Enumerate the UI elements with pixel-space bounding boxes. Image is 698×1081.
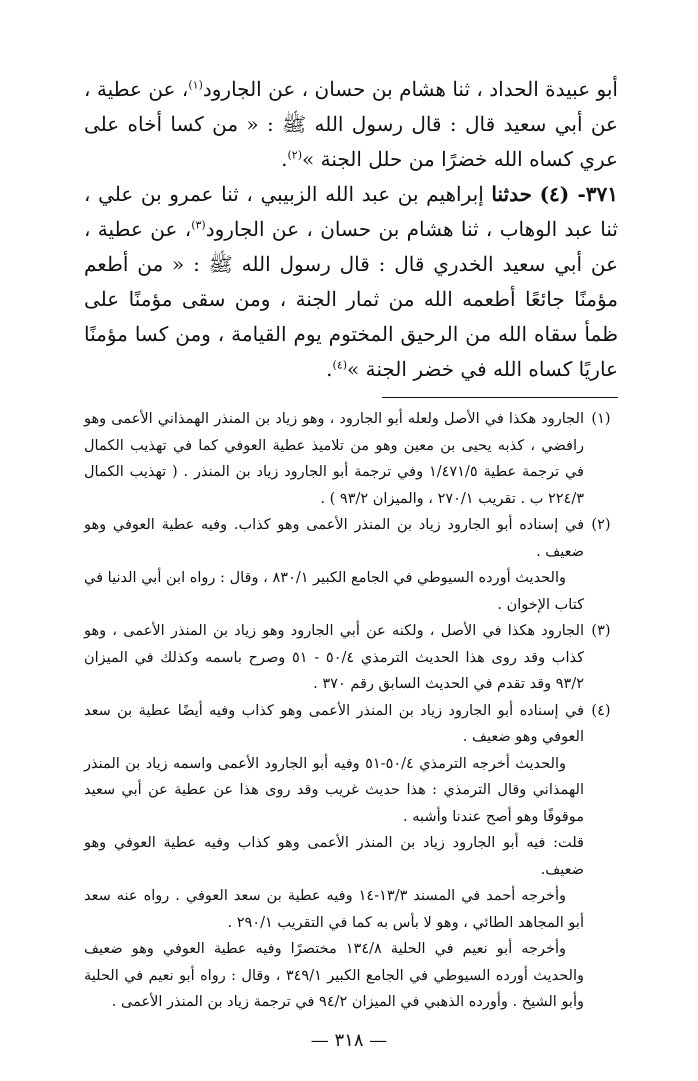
- footnote-text: وأخرجه أحمد في المسند ١٣/٣-١٤ وفيه عطية بن سعد العوفي . رواه عنه سعد أبو المجاهد الطائي ، وهو لا بأس به كما في التقريب ٢٩٠/١ .: [84, 888, 584, 931]
- hadith-number: ٣٧١- (٤): [539, 182, 619, 206]
- page-number: — ٣١٨ —: [310, 1030, 388, 1051]
- paragraph-hadith-370-end: [84, 72, 618, 177]
- footnote-ref-4[interactable]: (٤): [332, 358, 348, 372]
- text-run: .: [281, 147, 288, 171]
- footnote-separator: [382, 397, 618, 398]
- footnote-number: (٢): [591, 517, 611, 533]
- text-run: ، عن عطية ، عن أبي سعيد الخدري قال : قال رسول الله ﷺ : « من أطعم مؤمنًا جائعًا أطعمه الله من ثمار الجنة ، ومن سقى مؤمنًا على ظمأ سقاه الله من الرحيق المختوم يوم القيامة ، ومن كسا مؤمنًا عاريًا كساه الله في خضر الجنة »: [84, 217, 618, 381]
- footnote-ref-2[interactable]: (٢): [287, 148, 303, 162]
- footnote-number: (١): [591, 411, 611, 427]
- footnote-text: والحديث أورده السيوطي في الجامع الكبير ٨٣٠/١ ، وقال : رواه ابن أبي الدنيا في كتاب الإخوان .: [84, 570, 584, 613]
- text-run: ، عن عطية ، عن أبي سعيد قال : قال رسول الله ﷺ : « من كسا أخاه على عري كساه الله خضرًا من حلل الجنة »: [84, 77, 618, 171]
- footnote-3: [84, 618, 618, 698]
- hadith-lead-word: حدثنا: [491, 182, 532, 206]
- footnote-text: قلت: فيه أبو الجارود زياد بن المنذر الأعمى وهو كذاب وفيه عطية العوفي وهو ضعيف.: [84, 835, 584, 878]
- footnote-2: [84, 512, 618, 618]
- main-text: [84, 72, 618, 387]
- paragraph-hadith-371: [84, 177, 618, 387]
- footnote-text: والحديث أخرجه الترمذي ٥٠/٤-٥١ وفيه أبو الجارود الأعمى واسمه زياد بن المنذر الهمذاني وقال الترمذي : هذا حديث غريب وقد روى هذا عن عطية عن أبي سعيد موقوفًا وهو أصح عندنا وأشبه .: [84, 755, 584, 825]
- text-run: إبراهيم بن عبد الله الزبيبي ، ثنا عمرو بن علي ، ثنا عبد الوهاب ، ثنا هشام بن حسان ، عن الجارود: [84, 182, 618, 241]
- footnote-4: [84, 698, 618, 1016]
- text-run: .: [326, 357, 333, 381]
- footnote-ref-1[interactable]: (١): [188, 78, 203, 92]
- footnote-text: الجارود هكذا في الأصل ، ولكنه عن أبي الجارود وهو زياد بن المنذر الأعمى ، وهو كذاب وقد روى هذا الحديث الترمذي ٥٠/٤ - ٥١ وصرح باسمه وكذلك في الميزان ٩٣/٢ وقد تقدم في الحديث السابق رقم ٣٧٠ .: [84, 623, 584, 692]
- footnote-text: وأخرجه أبو نعيم في الحلية ١٣٤/٨ مختصرًا وفيه عطية العوفي وهو ضعيف والحديث أورده السيوطي في الجامع الكبير ٣٤٩/١ ، وقال : رواه أبو نعيم في الحلية وأبو الشيخ . وأورده الذهبي في الميزان ٩٤/٢ في ترجمة زياد بن المنذر الأعمى .: [84, 941, 584, 1010]
- footnotes: [84, 406, 618, 1016]
- footnote-text: في إسناده أبو الجارود زياد بن المنذر الأعمى وهو كذاب وفيه أيضًا عطية بن سعد العوفي وهو ضعيف .: [84, 702, 584, 745]
- footnote-text: الجارود هكذا في الأصل ولعله أبو الجارود ، وهو زياد بن المنذر الهمذاني الأعمى وهو رافضي ، كذبه يحيى بن معين وهو من تلاميذ عطية العوفي كما في تهذيب الكمال في ترجمة عطية ١/٤٧١/٥ وفي ترجمة أبو الجارود زياد بن المنذر . ( تهذيب الكمال ٢٢٤/٣ ب . تقريب ٢٧٠/١ ، والميزان ٩٣/٢ ) .: [84, 411, 584, 507]
- footnote-number: (٤): [591, 702, 611, 719]
- footnote-ref-3[interactable]: (٣): [191, 218, 206, 232]
- footnote-text: في إسناده أبو الجارود زياد بن المنذر الأعمى وهو كذاب. وفيه عطية العوفي وهو ضعيف .: [84, 517, 584, 560]
- text-run: أبو عبيدة الحداد ، ثنا هشام بن حسان ، عن الجارود: [202, 77, 618, 101]
- footnote-1: [84, 406, 618, 512]
- footnote-number: (٣): [591, 623, 611, 639]
